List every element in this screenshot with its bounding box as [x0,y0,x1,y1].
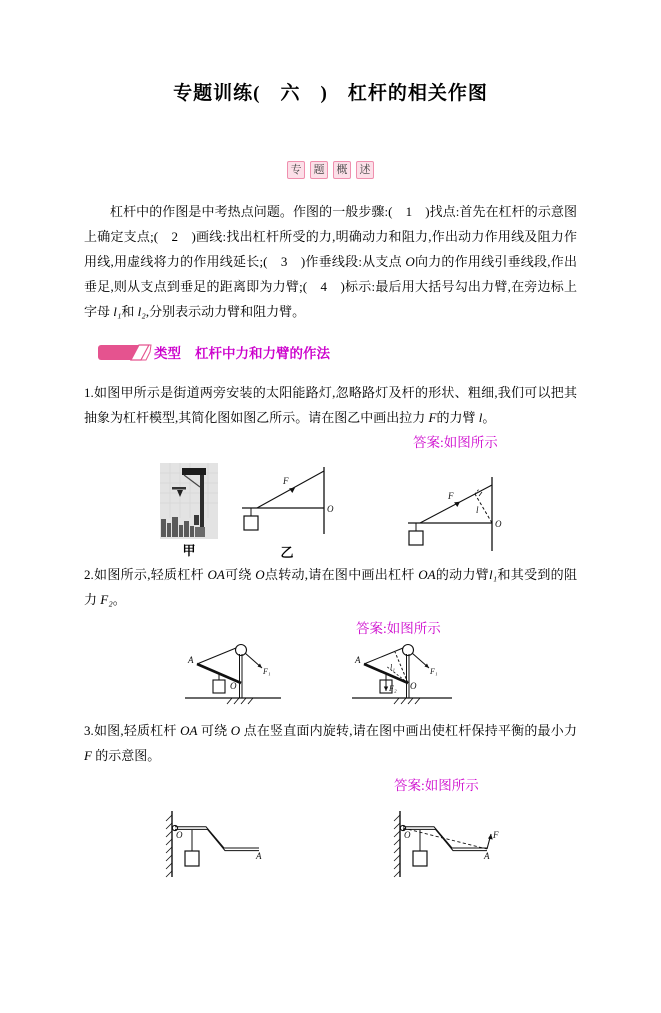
q2-text: 点转动,请在图中画出杠杆 [264,567,419,582]
pivot-label: O [410,681,417,691]
lever-diagram-yi [238,464,338,542]
q1-text: 。 [482,410,496,425]
q3-text: 的示意图。 [91,748,161,763]
point-a-label: A [484,851,490,861]
force1-label: F₁ [430,667,438,676]
force1-label: F₁ [263,667,271,676]
math-var: OA [180,723,198,738]
type-title: 杠杆中力和力臂的作法 [195,346,330,361]
answer-label-2: 答案:如图所示 [356,621,441,636]
badge-char: 题 [310,161,328,179]
section-badge [0,161,661,179]
question-2 [84,562,577,612]
pivot-label: O [404,830,411,840]
force-label: F [448,491,454,501]
lever-answer-diagram-1 [404,459,506,554]
q2-text: 。 [112,592,126,607]
worksheet-page [0,78,661,1013]
question-3 [84,718,577,768]
wall-lever-answer-diagram [390,809,502,881]
page-title: 专题训练( 六 ) 杠杆的相关作图 [173,83,488,104]
math-var: l₂ [137,304,146,319]
math-var: l₁ [489,567,498,582]
figure-caption-yi: 乙 [280,545,294,560]
q1-text: 的力臂 [436,410,479,425]
pivot-label: O [495,519,502,529]
pivot-label: O [230,681,237,691]
badge-char: 概 [333,161,351,179]
point-a-label: A [188,655,194,665]
math-var: F [428,410,437,425]
question-1 [84,380,577,430]
point-a-label: A [256,851,262,861]
intro-text: 和 [121,304,138,319]
intro-paragraph [84,199,577,324]
q3-text: 可绕 [197,723,231,738]
math-var: OA [418,567,436,582]
pivot-label: O [327,504,334,514]
pivot-label: O [176,830,183,840]
answer-label-3: 答案:如图所示 [394,778,479,793]
answer-label-1: 答案:如图所示 [413,435,498,450]
pulley-lever-answer-diagram [350,642,454,708]
math-var: l₁ [113,304,122,319]
q1-text: 1.如图甲所示是街道两旁安装的太阳能路灯,忽略路灯及杆的形状、粗细,我们可以把其抽象为杠杆模型,其简化图如图乙所示。请在图乙中画出拉力 [84,385,577,425]
type-label: 类型 [154,346,181,361]
type-ribbon-icon [98,344,152,361]
q2-text: 和其受到的阻力 [84,567,577,607]
force2-label: F₂ [389,684,397,693]
intro-text: 杠杆中的作图是中考热点问题。作图的一般步骤:( 1 )找点:首先在杠杆的示意图上确定支点;( 2 )画线:找出杠杆所受的力,明确动力和阻力,作出动力作用线及阻力作用线,用虚线将力的作用线延长;( 3 )作垂线段:从支点 [84,204,577,269]
q3-text: 点在竖直面内旋转,请在图中画出使杠杆保持平衡的最小力 [240,723,577,738]
force-label: F [493,830,499,840]
figure-row-1 [0,458,661,558]
badge-char: 述 [356,161,374,179]
streetlamp-photo [160,463,218,539]
figure-caption-jia: 甲 [182,543,196,558]
math-var: F₂ [100,592,113,607]
figure-row-2 [0,640,661,712]
math-var: l [478,410,483,425]
wall-lever-diagram [162,809,267,881]
math-var: F [84,748,92,763]
q2-text: 的动力臂 [435,567,490,582]
arm-label: l [476,505,479,515]
force-label: F [283,476,289,486]
type-heading [98,342,661,362]
math-var: O [230,723,241,738]
intro-text: ,分别表示动力臂和阻力臂。 [145,304,306,319]
figure-row-3 [0,803,661,899]
pulley-lever-diagram [183,642,283,708]
badge-char: 专 [287,161,305,179]
math-var: OA [207,567,225,582]
math-var: O [405,254,415,269]
intro-text: 向力的作用线引垂线段,作出垂足,则从支点到垂足的距离即为力臂;( 4 )标示:最后用大括号勾出力臂,在旁边标上字母 [84,254,577,319]
q2-text: 2.如图所示,轻质杠杆 [84,567,208,582]
arm1-label: l₁ [390,663,396,672]
q3-text: 3.如图,轻质杠杆 [84,723,181,738]
point-a-label: A [355,655,361,665]
math-var: O [255,567,265,582]
q2-text: 可绕 [224,567,256,582]
